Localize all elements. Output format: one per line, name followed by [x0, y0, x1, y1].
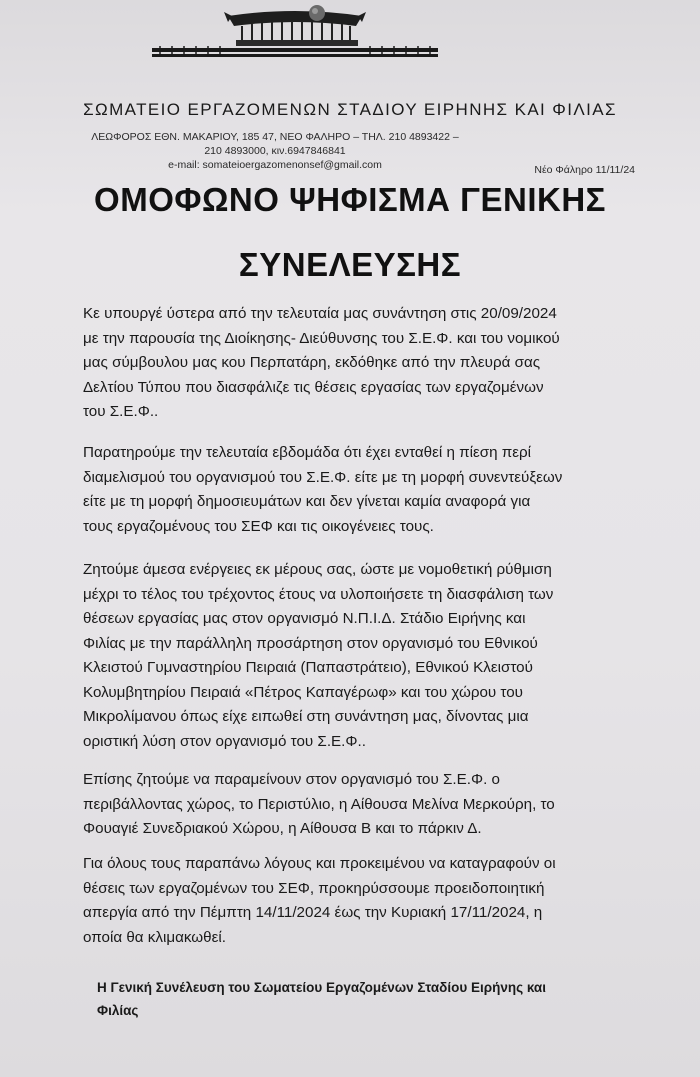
paragraph-4	[83, 768, 643, 842]
signature-line: Η Γενική Συνέλευση του Σωματείου Εργαζομένων Σταδίου Ειρήνης και	[97, 980, 546, 995]
email-line: e-mail: somateioergazomenonsef@gmail.com	[168, 159, 382, 171]
organization-name: ΣΩΜΑΤΕΙΟ ΕΡΓΑΖΟΜΕΝΩΝ ΣΤΑΔΙΟΥ ΕΙΡΗΝΗΣ ΚΑΙ ΦΙΛΙΑΣ	[83, 100, 617, 119]
paragraph-line: Ζητούμε άμεσα ενέργειες εκ μέρους σας, ώστε με νομοθετική ρύθμιση	[83, 561, 552, 578]
paragraph-line: μας σύμβουλου μας κου Περπατάρη, εκδόθηκε από την πλευρά σας	[83, 354, 541, 371]
paragraph-line: Κε υπουργέ ύστερα από την τελευταία μας συνάντηση στις 20/09/2024	[83, 305, 557, 322]
paragraph-line: μέχρι το τέλος του τρέχοντος έτους να υλοποιήσετε τη διασφάλιση των	[83, 585, 554, 603]
phone-line: 210 4893000, κιν.6947846841	[204, 145, 346, 157]
paragraph-line: Φουαγιέ Συνεδριακού Χώρου, η Αίθουσα Β και το πάρκιν Δ.	[83, 820, 482, 837]
document-title-line-1: ΟΜΟΦΩΝΟ ΨΗΦΙΣΜΑ ΓΕΝΙΚΗΣ	[94, 181, 606, 218]
paragraph-line: του Σ.Ε.Φ..	[83, 403, 159, 420]
paragraph-line: οποία θα κλιμακωθεί.	[83, 928, 226, 946]
paragraph-line: απεργία από την Πέμπτη 14/11/2024 έως την Κυριακή 17/11/2024, η	[83, 904, 543, 921]
paragraph-line: θέσεων εργασίας μας στον οργανισμό Ν.Π.Ι.Δ. Στάδιο Ειρήνης και	[83, 610, 526, 627]
paragraph-line: με την παρουσία της Διοίκησης- Διεύθυνσης του Σ.Ε.Φ. και του νομικού	[83, 329, 560, 347]
paragraph-line: διαμελισμού του οργανισμού του Σ.Ε.Φ. είτε με τη μορφή συνεντεύξεων	[83, 468, 563, 486]
paragraph-line: περιβάλλοντας χώρος, το Περιστύλιο, η Αίθουσα Μελίνα Μερκούρη, το	[83, 795, 555, 813]
contact-block	[40, 130, 510, 172]
paragraph-line: Κολυμβητηρίου Πειραιά «Πέτρος Καπαγέρωφ» και του χώρου του	[83, 683, 523, 701]
paragraph-line: Παρατηρούμε την τελευταία εβδομάδα ότι έχει ενταθεί η πίεση περί	[83, 444, 532, 461]
paragraph-line: Επίσης ζητούμε να παραμείνουν στον οργανισμό του Σ.Ε.Φ. ο	[83, 771, 500, 788]
paragraph-1	[83, 302, 643, 425]
signature-line: Φιλίας	[97, 1003, 139, 1018]
paragraph-line: Μικρολίμανου όπως είχε ειπωθεί στη συνάντηση μας, δίνοντας μια	[83, 708, 529, 725]
paragraph-line: οριστική λύση στον οργανισμό του Σ.Ε.Φ..	[83, 732, 366, 750]
paragraph-line: Κλειστού Γυμναστηρίου Πειραιά (Παπαστράτειο), Εθνικού Κλειστού	[83, 659, 533, 676]
paragraph-3	[83, 558, 643, 754]
paragraph-line: είτε με τη μορφή δημοσιευμάτων και δεν γίνεται καμία αναφορά για	[83, 493, 531, 510]
document-title-line-2: ΣΥΝΕΛΕΥΣΗΣ	[238, 246, 462, 283]
paragraph-line: Φιλίας με την παράλληλη προσάρτηση στον οργανισμό του Εθνικού	[83, 634, 538, 652]
document-date: Νέο Φάληρο 11/11/24	[534, 164, 635, 176]
paragraph-line: τους εργαζομένους του ΣΕΦ και τις οικογένειες τους.	[83, 517, 434, 535]
signature-block	[97, 976, 637, 1022]
paragraph-line: Για όλους τους παραπάνω λόγους και προκειμένου να καταγραφούν οι	[83, 855, 556, 872]
address-line: ΛΕΩΦΟΡΟΣ ΕΘΝ. ΜΑΚΑΡΙΟΥ, 185 47, ΝΕΟ ΦΑΛΗΡΟ – ΤΗΛ. 210 4893422 –	[91, 131, 459, 143]
paragraph-5	[83, 852, 643, 950]
paragraph-line: Δελτίου Τύπου που διασφάλιζε τις θέσεις εργασίας των εργαζομένων	[83, 378, 544, 396]
stadium-logo	[150, 4, 440, 60]
paragraph-line: θέσεις των εργαζομένων του ΣΕΦ, προκηρύσσουμε προειδοποιητική	[83, 879, 545, 897]
paragraph-2	[83, 441, 643, 539]
